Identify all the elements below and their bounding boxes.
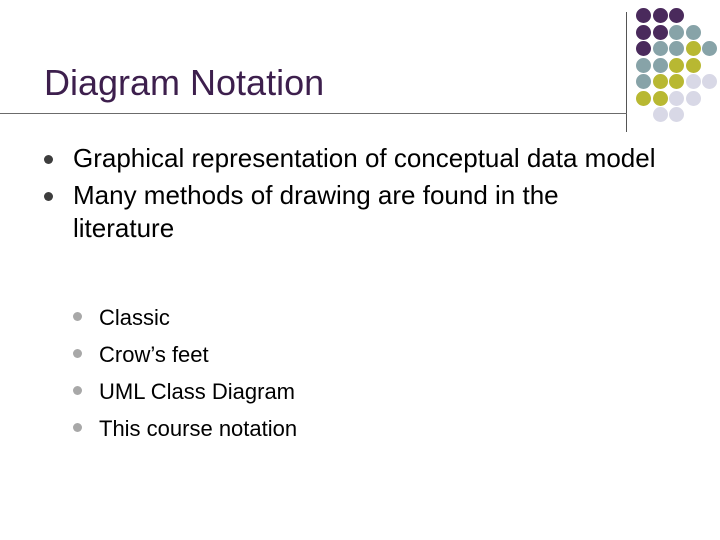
decorative-dot <box>669 41 684 56</box>
vertical-rule <box>626 12 627 132</box>
decorative-dot <box>653 58 668 73</box>
decorative-dot <box>669 25 684 40</box>
decorative-dot <box>669 91 684 106</box>
decorative-dot <box>653 25 668 40</box>
decorative-dot <box>686 74 701 89</box>
decorative-dot <box>636 41 651 56</box>
sub-bullet-icon <box>73 312 82 321</box>
slide-title: Diagram Notation <box>44 62 325 103</box>
sub-bullet-text: UML Class Diagram <box>99 379 296 404</box>
bullet-text: Graphical representation of conceptual data model <box>73 143 656 173</box>
sub-bullet-icon <box>73 423 82 432</box>
sub-bullet-item <box>70 336 297 373</box>
sub-bullet-text: Crow’s feet <box>99 342 209 367</box>
sub-bullet-icon <box>73 349 82 358</box>
sub-bullet-item <box>70 299 297 336</box>
sub-bullet-icon <box>73 386 82 395</box>
sub-bullet-item <box>70 373 297 410</box>
decorative-dot <box>653 91 668 106</box>
decorative-dot <box>686 41 701 56</box>
bullet-icon <box>44 155 53 164</box>
decorative-dot <box>653 8 668 23</box>
sub-bullet-item <box>70 410 297 447</box>
decorative-dot <box>669 8 684 23</box>
decorative-dot <box>686 91 701 106</box>
decorative-dot <box>636 25 651 40</box>
decorative-dot <box>669 58 684 73</box>
bullet-icon <box>44 192 53 201</box>
decorative-dot <box>653 107 668 122</box>
decorative-dot <box>653 74 668 89</box>
decorative-dot <box>669 74 684 89</box>
sub-bullet-text: Classic <box>99 305 170 330</box>
bullet-item <box>40 179 660 245</box>
bullet-item <box>40 142 660 175</box>
decorative-dot <box>636 58 651 73</box>
sub-bullet-list <box>70 299 297 447</box>
decorative-dot <box>669 107 684 122</box>
sub-bullet-text: This course notation <box>99 416 298 441</box>
bullet-list <box>40 142 660 249</box>
decorative-dot <box>686 25 701 40</box>
horizontal-rule <box>0 113 627 114</box>
decorative-dot <box>702 74 717 89</box>
decorative-dot <box>636 91 651 106</box>
decorative-dot <box>636 8 651 23</box>
decorative-dot <box>702 41 717 56</box>
bullet-text: Many methods of drawing are found in the literature <box>73 180 559 243</box>
decorative-dot <box>653 41 668 56</box>
decorative-dot <box>636 74 651 89</box>
decorative-dot <box>686 58 701 73</box>
